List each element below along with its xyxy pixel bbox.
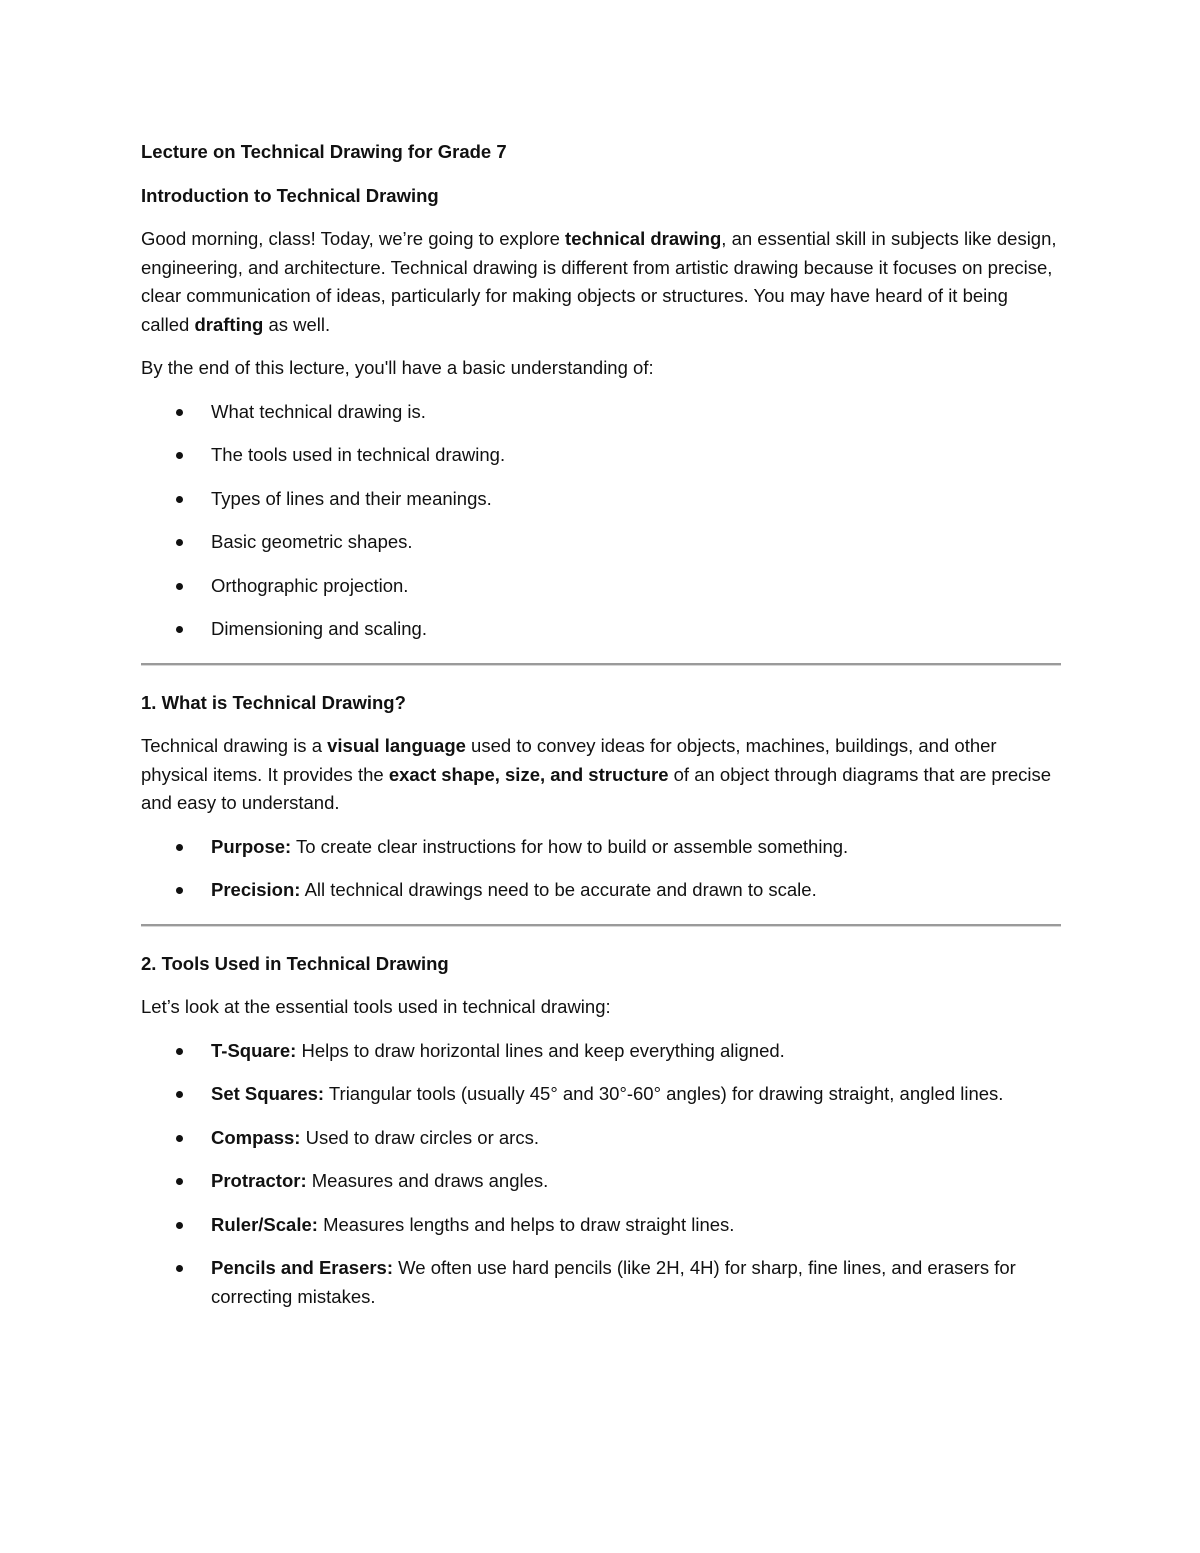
text-run: Good morning, class! Today, we’re going to explore — [141, 228, 566, 249]
list-item — [141, 1167, 1061, 1196]
list-item — [141, 1211, 1061, 1240]
bold-term: visual language — [327, 735, 466, 756]
horizontal-divider — [141, 663, 1061, 666]
intro-paragraph — [141, 225, 1061, 339]
section-2-list — [141, 1037, 1061, 1312]
section-2-heading: 2. Tools Used in Technical Drawing — [141, 952, 449, 974]
list-term: Pencils and Erasers: — [211, 1257, 394, 1278]
document-title: Lecture on Technical Drawing for Grade 7 — [141, 141, 507, 162]
text-run: Technical drawing is a — [141, 735, 328, 756]
list-item: Basic geometric shapes. — [141, 528, 1061, 557]
list-term: Compass: — [211, 1126, 301, 1148]
list-text: Helps to draw horizontal lines and keep everything aligned. — [296, 1039, 785, 1061]
list-term: T-Square: — [211, 1039, 297, 1061]
list-term: Precision: — [211, 879, 301, 900]
section-2-paragraph: Let’s look at the essential tools used in technical drawing: — [141, 996, 611, 1017]
bold-term: technical drawing — [565, 228, 722, 249]
list-term: Ruler/Scale: — [211, 1213, 318, 1235]
bold-term: drafting — [194, 313, 264, 335]
list-item: Types of lines and their meanings. — [141, 485, 1061, 514]
list-item: What technical drawing is. — [141, 398, 1061, 427]
list-term: Protractor: — [211, 1170, 307, 1191]
list-item — [141, 1037, 1061, 1066]
horizontal-divider — [141, 924, 1061, 927]
text-run: as well. — [263, 313, 331, 335]
document-page — [141, 138, 1061, 1326]
section-1-heading: 1. What is Technical Drawing? — [141, 691, 406, 713]
list-text: Triangular tools (usually 45° and 30°-60° angles) for drawing straight, angled lines. — [324, 1083, 1004, 1104]
text-run: of an object through diagrams that are precise and easy to understand. — [141, 763, 1052, 813]
list-item: Orthographic projection. — [141, 572, 1061, 601]
list-text: To create clear instructions for how to build or assemble something. — [291, 835, 849, 857]
list-item — [141, 876, 1061, 905]
list-item — [141, 1254, 1061, 1311]
intro-list — [141, 398, 1061, 644]
list-term: Set Squares: — [211, 1083, 325, 1104]
intro-summary: By the end of this lecture, you'll have a basic understanding of: — [141, 357, 654, 378]
list-text: Used to draw circles or arcs. — [300, 1126, 539, 1148]
list-item — [141, 1124, 1061, 1153]
list-item — [141, 833, 1061, 862]
section-1-list — [141, 833, 1061, 905]
text-run: used to convey ideas for objects, machines, buildings, and other physical items. It provides the — [141, 735, 997, 785]
list-text: Measures lengths and helps to draw straight lines. — [317, 1213, 735, 1235]
list-item: Dimensioning and scaling. — [141, 615, 1061, 644]
text-run: , an essential skill in subjects like design, engineering, and architecture. Technical drawing is different from artistic drawing because it focuses on precise, clear communication of ideas, particularly for making objects or structures. You may have heard of it being called — [141, 228, 1057, 335]
list-text: All technical drawings need to be accurate and drawn to scale. — [300, 879, 817, 900]
list-text: We often use hard pencils (like 2H, 4H) for sharp, fine lines, and erasers for correcting mistakes. — [211, 1257, 1016, 1307]
list-term: Purpose: — [211, 835, 292, 857]
section-1-paragraph — [141, 732, 1061, 818]
list-item — [141, 1080, 1061, 1109]
intro-heading: Introduction to Technical Drawing — [141, 184, 439, 206]
list-text: Measures and draws angles. — [306, 1170, 549, 1191]
bold-term: exact shape, size, and structure — [388, 763, 669, 785]
list-item: The tools used in technical drawing. — [141, 441, 1061, 470]
